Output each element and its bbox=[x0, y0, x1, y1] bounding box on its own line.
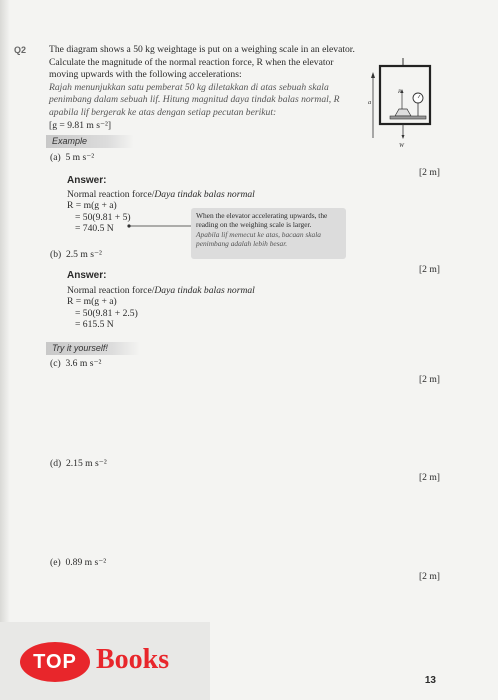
answer-b-formula: R = m(g + a) bbox=[67, 296, 117, 308]
part-b bbox=[50, 249, 102, 260]
question-number: Q2 bbox=[14, 45, 27, 55]
answer-a-formula: R = m(g + a) bbox=[67, 200, 117, 212]
weighing-scale-base bbox=[390, 116, 426, 119]
note-english: When the elevator accelerating upwards, the reading on the weighing scale is larger. bbox=[196, 211, 328, 230]
answer-a-substitution: = 50(9.81 + 5) bbox=[75, 211, 131, 223]
acceleration-label: a bbox=[368, 99, 372, 106]
weight-block bbox=[395, 109, 411, 116]
weight-force-arrow-head bbox=[402, 135, 405, 139]
part-b-label: (b) bbox=[50, 249, 62, 260]
part-e bbox=[50, 557, 106, 568]
part-c-label: (c) bbox=[50, 358, 61, 369]
part-b-value: 2.5 m s⁻² bbox=[65, 249, 102, 260]
elevator-diagram bbox=[368, 58, 438, 148]
answer-b-heading: Answer: bbox=[67, 270, 107, 281]
part-c-marks: [2 m] bbox=[418, 374, 440, 385]
page-number: 13 bbox=[424, 675, 436, 686]
reaction-force-label: R bbox=[398, 89, 402, 95]
gravity-given: [g = 9.81 m s⁻²] bbox=[49, 119, 112, 131]
page-spine-shadow bbox=[0, 0, 10, 700]
answer-b-line1-en: Normal reaction force/ bbox=[67, 285, 155, 296]
part-a-value: 5 m s⁻² bbox=[65, 152, 95, 163]
part-d bbox=[50, 458, 107, 469]
answer-b-result: = 615.5 N bbox=[75, 319, 114, 331]
note-malay: Apabila lif memecut ke atas, bacaan skala penimbang adalah lebih besar. bbox=[196, 229, 321, 249]
part-d-marks: [2 m] bbox=[418, 472, 440, 483]
answer-b-line1-ms: Daya tindak balas normal bbox=[154, 285, 255, 296]
question-text bbox=[49, 44, 361, 132]
question-text-english: The diagram shows a 50 kg weightage is put on a weighing scale in an elevator. Calculate the magnitude of the normal reaction force, R when the elevator moving upwards with the following accelerations: bbox=[49, 44, 355, 81]
answer-a-line1-en: Normal reaction force/ bbox=[67, 189, 155, 200]
example-label: Example bbox=[46, 135, 134, 148]
try-it-yourself-label: Try it yourself! bbox=[46, 342, 140, 355]
answer-b-working bbox=[67, 285, 255, 331]
part-e-value: 0.89 m s⁻² bbox=[65, 557, 107, 568]
topbooks-logo-top: TOP bbox=[20, 642, 90, 682]
part-c-value: 3.6 m s⁻² bbox=[65, 358, 102, 369]
part-a bbox=[50, 152, 94, 163]
weight-force-label: W bbox=[399, 143, 404, 148]
answer-a-heading: Answer: bbox=[67, 175, 107, 186]
note-pointer-line bbox=[126, 222, 194, 230]
part-e-marks: [2 m] bbox=[418, 571, 440, 582]
part-e-label: (e) bbox=[50, 557, 61, 568]
topbooks-logo-books: Books bbox=[96, 644, 170, 675]
part-b-marks: [2 m] bbox=[418, 264, 440, 275]
question-text-malay: Rajah menunjukkan satu pemberat 50 kg diletakkan di atas sebuah skala penimbang dalam sebuah lif. Hitung magnitud daya tindak balas normal, R apabila lif bergerak ke atas dengan setiap pecutan berikut: bbox=[49, 81, 340, 118]
answer-b-substitution: = 50(9.81 + 2.5) bbox=[75, 307, 138, 319]
part-d-label: (d) bbox=[50, 458, 62, 469]
acceleration-arrow-head bbox=[371, 72, 375, 78]
teacher-note-box bbox=[191, 208, 346, 259]
part-a-marks: [2 m] bbox=[418, 167, 440, 178]
part-a-label: (a) bbox=[50, 152, 61, 163]
answer-a-line1-ms: Daya tindak balas normal bbox=[154, 189, 255, 200]
part-c bbox=[50, 358, 101, 369]
answer-a-result: = 740.5 N bbox=[75, 223, 114, 235]
part-d-value: 2.15 m s⁻² bbox=[65, 458, 107, 469]
